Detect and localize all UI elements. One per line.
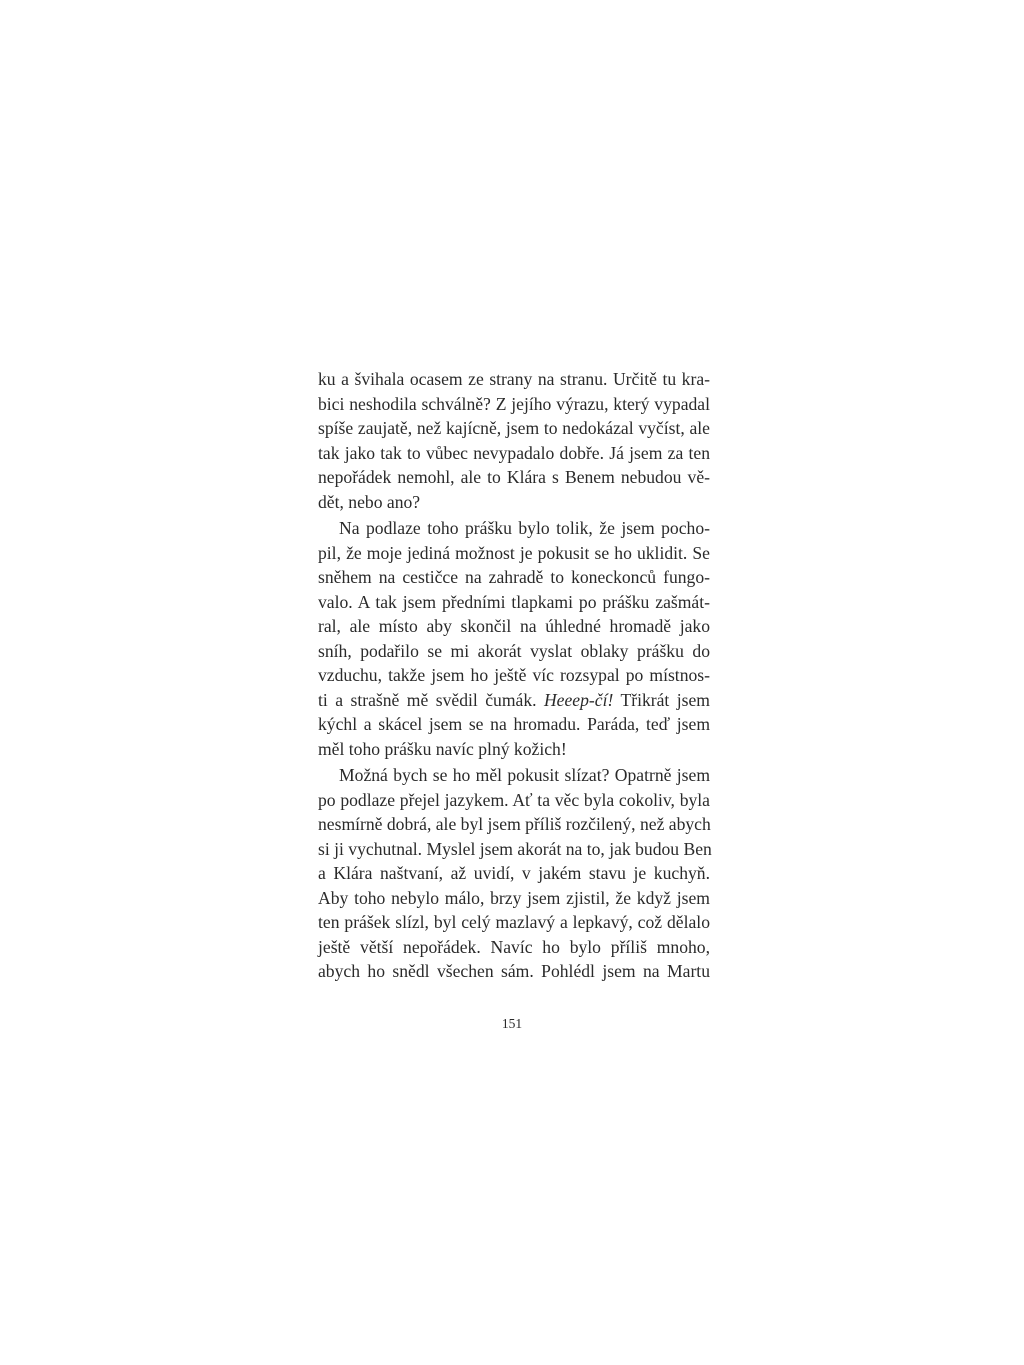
italic-text: Heeep-čí! xyxy=(543,689,614,710)
text-line: ku a švihala ocasem ze strany na stranu. Určitě tu kra- xyxy=(318,369,710,389)
text-line: kýchl a skácel jsem se na hromadu. Paráda, teď jsem xyxy=(318,714,710,734)
text-line: spíše zaujatě, než kajícně, jsem to nedokázal vyčíst, ale xyxy=(318,418,710,438)
text-line: Možná bych se ho měl pokusit slízat? Opatrně jsem xyxy=(339,765,710,785)
page-number: 151 xyxy=(501,1016,523,1031)
text-line: tak jako tak to vůbec nevypadalo dobře. Já jsem za ten xyxy=(318,442,710,463)
text-line: bici neshodila schválně? Z jejího výrazu, který vypadal xyxy=(318,393,710,414)
text-line: ti a strašně mě svědil čumák. Heeep-čí! Třikrát jsem xyxy=(318,689,710,710)
paragraph xyxy=(318,763,710,984)
paragraph xyxy=(318,516,710,761)
page-text xyxy=(318,367,710,984)
text-line: nesmírně dobrá, ale byl jsem příliš rozčilený, než abych xyxy=(318,814,711,834)
text-line: po podlaze přejel jazykem. Ať ta věc byla cokoliv, byla xyxy=(318,789,710,810)
text-line: dět, nebo ano? xyxy=(318,491,421,512)
text-line: Aby toho nebylo málo, brzy jsem zjistil, že když jsem xyxy=(318,887,710,908)
text-line: měl toho prášku navíc plný kožich! xyxy=(318,738,567,759)
text-line: pil, že moje jediná možnost je pokusit se ho uklidit. Se xyxy=(318,542,710,563)
text-line: nepořádek nemohl, ale to Klára s Benem nebudou vě- xyxy=(318,467,710,487)
text-line: sníh, podařilo se mi akorát vyslat oblaky prášku do xyxy=(318,640,710,661)
text-line: valo. A tak jsem předními tlapkami po prášku zašmát- xyxy=(318,591,710,612)
text-line: ještě větší nepořádek. Navíc ho bylo příliš mnoho, xyxy=(318,936,710,957)
text-line: abych ho snědl všechen sám. Pohlédl jsem na Martu xyxy=(318,961,710,981)
text-line: vzduchu, takže jsem ho ještě víc rozsypal po místnos- xyxy=(318,665,710,685)
text-line: a Klára naštvaní, až uvidí, v jakém stavu je kuchyň. xyxy=(318,863,710,883)
paragraph xyxy=(318,367,710,514)
text-line: si ji vychutnal. Myslel jsem akorát na to, jak budou Ben xyxy=(318,838,712,859)
text-line: Na podlaze toho prášku bylo tolik, že jsem pocho- xyxy=(339,518,710,538)
text-line: ten prášek slízl, byl celý mazlavý a lepkavý, což dělalo xyxy=(318,912,710,932)
text-line: sněhem na cestičce na zahradě to koneckonců fungo- xyxy=(318,567,710,587)
text-line: ral, ale místo aby skončil na úhledné hromadě jako xyxy=(318,616,710,636)
